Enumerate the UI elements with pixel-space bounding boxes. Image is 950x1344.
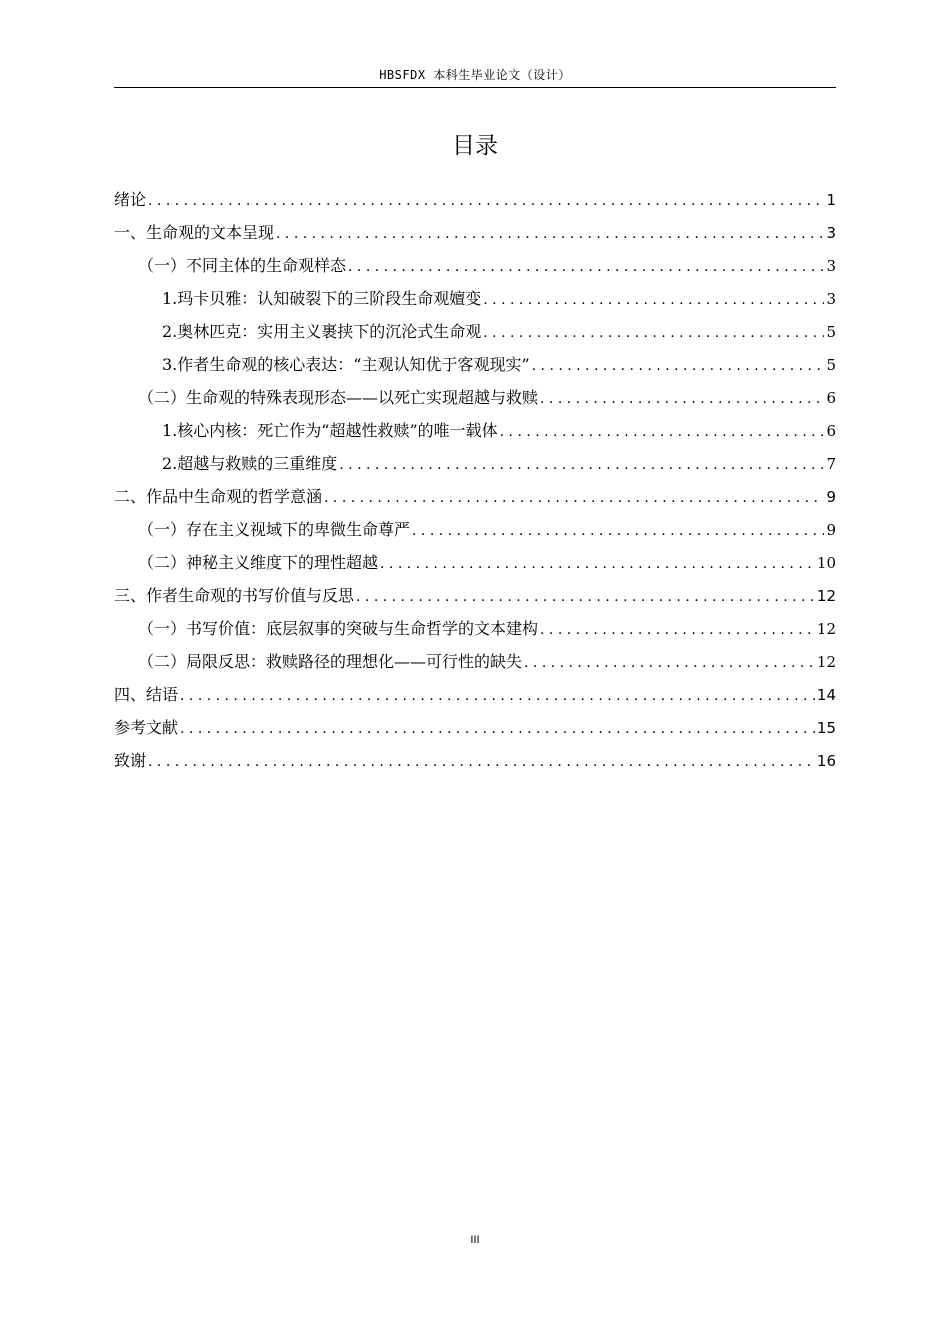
toc-entry[interactable] xyxy=(114,579,836,612)
toc-dot-leader xyxy=(540,383,824,416)
toc-dot-leader xyxy=(339,449,824,482)
page-number: III xyxy=(470,1234,480,1246)
toc-entry-page-number: 5 xyxy=(826,323,836,341)
toc-entry-page-number: 1 xyxy=(826,191,836,209)
toc-dot-leader xyxy=(483,317,824,350)
toc-entry-page-number: 5 xyxy=(826,356,836,374)
toc-dot-leader xyxy=(483,284,824,317)
toc-entry-page-number: 6 xyxy=(826,422,836,440)
toc-entry-page-number: 3 xyxy=(826,290,836,308)
toc-entry[interactable] xyxy=(114,249,836,282)
toc-entry-page-number: 3 xyxy=(826,224,836,242)
toc-entry-page-number: 15 xyxy=(816,719,836,737)
toc-entry-label: （二）局限反思：救赎路径的理想化——可行性的缺失 xyxy=(138,652,523,671)
toc-entry-label: 2.超越与救赎的三重维度 xyxy=(162,454,338,473)
toc-dot-leader xyxy=(412,515,824,548)
toc-list xyxy=(114,183,836,777)
toc-entry-page-number: 6 xyxy=(826,389,836,407)
toc-dot-leader xyxy=(524,647,815,680)
toc-entry-label: 绪论 xyxy=(114,190,147,209)
toc-entry-label: 二、作品中生命观的哲学意涵 xyxy=(114,487,323,506)
toc-entry-page-number: 12 xyxy=(816,653,836,671)
toc-entry-label: 四、结语 xyxy=(114,685,179,704)
toc-entry-label: （二）生命观的特殊表现形态——以死亡实现超越与救赎 xyxy=(138,388,539,407)
toc-entry[interactable] xyxy=(114,414,836,447)
toc-entry-label: 3.作者生命观的核心表达：“主观认知优于客观现实” xyxy=(162,355,530,374)
toc-dot-leader xyxy=(356,581,815,614)
toc-entry-label: 1.核心内核：死亡作为“超越性救赎”的唯一载体 xyxy=(162,421,498,440)
toc-entry-label: 1.玛卡贝雅：认知破裂下的三阶段生命观嬗变 xyxy=(162,289,482,308)
toc-entry-label: （一）存在主义视域下的卑微生命尊严 xyxy=(138,520,411,539)
toc-dot-leader xyxy=(380,548,815,581)
toc-entry-page-number: 9 xyxy=(826,488,836,506)
toc-entry-page-number: 3 xyxy=(826,257,836,275)
toc-entry-label: 参考文献 xyxy=(114,718,179,737)
toc-entry-label: （一）书写价值：底层叙事的突破与生命哲学的文本建构 xyxy=(138,619,539,638)
toc-entry-page-number: 16 xyxy=(816,752,836,770)
toc-entry[interactable] xyxy=(114,480,836,513)
toc-dot-leader xyxy=(148,746,815,779)
toc-dot-leader xyxy=(276,218,824,251)
toc-entry[interactable] xyxy=(114,183,836,216)
running-header: HBSFDX 本科生毕业论文（设计） xyxy=(379,68,571,82)
toc-dot-leader xyxy=(148,185,824,218)
toc-dot-leader xyxy=(348,251,824,284)
toc-entry-page-number: 12 xyxy=(816,587,836,605)
toc-entry[interactable] xyxy=(114,612,836,645)
header-rule xyxy=(114,87,836,88)
toc-entry-label: 三、作者生命观的书写价值与反思 xyxy=(114,586,355,605)
toc-entry[interactable] xyxy=(114,381,836,414)
toc-entry-page-number: 9 xyxy=(826,521,836,539)
toc-entry-label: （一）不同主体的生命观样态 xyxy=(138,256,347,275)
toc-entry[interactable] xyxy=(114,546,836,579)
toc-dot-leader xyxy=(180,680,815,713)
toc-title: 目录 xyxy=(452,133,498,159)
toc-entry-page-number: 14 xyxy=(816,686,836,704)
toc-entry-label: 一、生命观的文本呈现 xyxy=(114,223,275,242)
toc-entry-label: 2.奥林匹克：实用主义裹挟下的沉沦式生命观 xyxy=(162,322,482,341)
toc-dot-leader xyxy=(500,416,825,449)
toc-entry[interactable] xyxy=(114,348,836,381)
toc-entry[interactable] xyxy=(114,447,836,480)
toc-entry[interactable] xyxy=(114,282,836,315)
toc-entry[interactable] xyxy=(114,678,836,711)
toc-entry[interactable] xyxy=(114,744,836,777)
toc-entry[interactable] xyxy=(114,216,836,249)
toc-dot-leader xyxy=(532,350,825,383)
toc-entry[interactable] xyxy=(114,711,836,744)
toc-entry-page-number: 10 xyxy=(816,554,836,572)
toc-dot-leader xyxy=(540,614,815,647)
toc-entry-page-number: 7 xyxy=(826,455,836,473)
toc-entry-label: （二）神秘主义维度下的理性超越 xyxy=(138,553,379,572)
toc-entry[interactable] xyxy=(114,645,836,678)
toc-entry[interactable] xyxy=(114,513,836,546)
toc-entry-label: 致谢 xyxy=(114,751,147,770)
toc-dot-leader xyxy=(324,482,824,515)
toc-entry[interactable] xyxy=(114,315,836,348)
toc-entry-page-number: 12 xyxy=(816,620,836,638)
toc-dot-leader xyxy=(180,713,815,746)
